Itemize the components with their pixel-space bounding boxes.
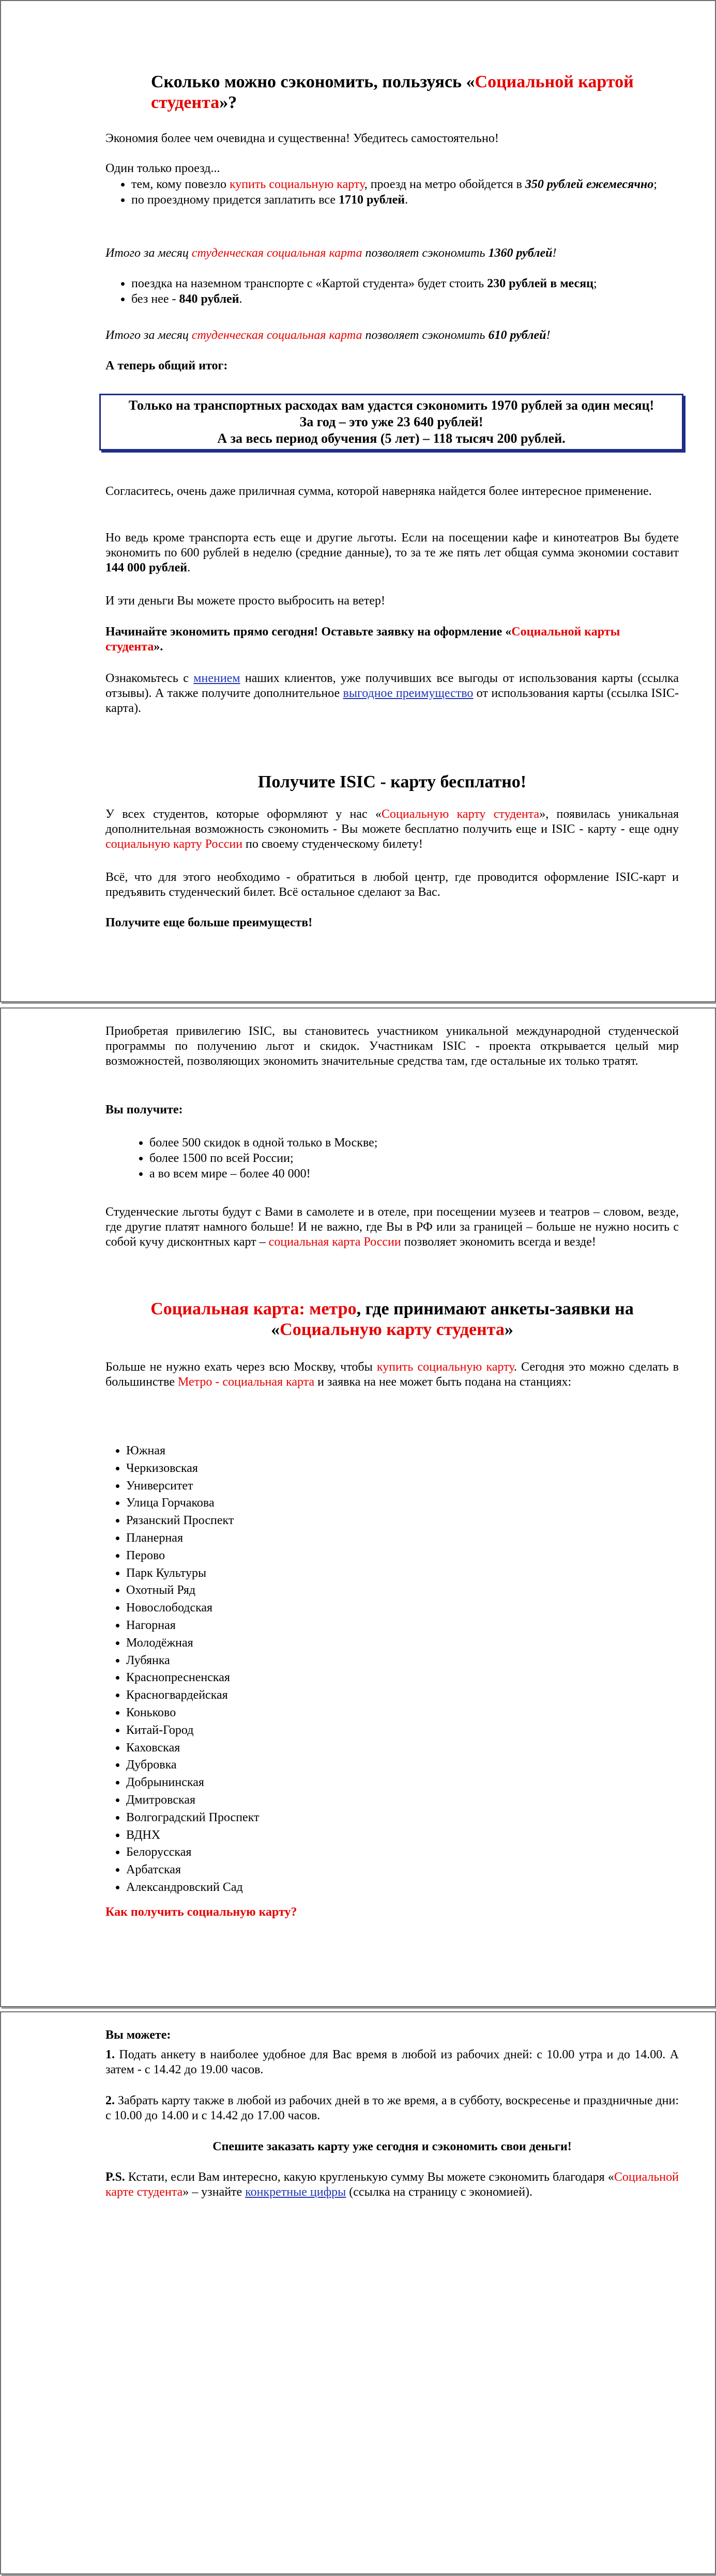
page-1: [0, 0, 716, 1002]
station-item: • Нагорная: [126, 1617, 679, 1635]
station-item: • Дубровка: [126, 1757, 679, 1774]
station-item: • Новослободская: [126, 1600, 679, 1617]
station-item: • Перово: [126, 1547, 679, 1565]
station-item: • Южная: [126, 1442, 679, 1460]
page-2: [0, 1007, 716, 2007]
opinions-link[interactable]: мнением: [193, 672, 240, 685]
total-heading: А теперь общий итог:: [105, 359, 228, 373]
station-item: • Каховская: [126, 1740, 679, 1757]
list-item: • а во всем мире – более 40 000!: [149, 1166, 679, 1182]
station-item: • Планерная: [126, 1530, 679, 1547]
station-item: • Улица Горчакова: [126, 1495, 679, 1512]
station-item: • Красногвардейская: [126, 1687, 679, 1704]
summary-line: Только на транспортных расходах вам удастся сэкономить 1970 рублей за один месяц!: [128, 398, 654, 413]
isic-howto-text: Всё, что для этого необходимо - обратиться в любой центр, где проводится оформление ISIC-карт и предъявить студенческий билет. Всё остальное сделают за Вас.: [105, 871, 679, 899]
metro-intro-text: Больше не нужно ехать через всю Москву, чтобы купить социальную карту. Сегодня это можно сделать в большинстве Метро - социальная карта и заявка на нее может быть подана на станциях:: [105, 1360, 679, 1389]
savings-summary-box: [99, 394, 683, 451]
isic-intro-text: Приобретая привилегию ISIC, вы становитесь участником уникальной международной студенческой программы по получению льгот и скидок. Участникам ISIC - проекта открывается целый мир возможностей, позволяющих экономить значительные средства там, где остальные их только тратят.: [105, 1025, 679, 1068]
isic-offer-text: У всех студентов, которые оформляют у нас «Социальную карту студента», появилась уникальная дополнительная возможность сэкономить - Вы можете бесплатно получить еще и ISIC - карту - еще одну социальную карту России по своему студенческому билету!: [105, 808, 679, 851]
summary-line: А за весь период обучения (5 лет) – 118 тысяч 200 рублей.: [217, 431, 566, 446]
station-item: • Рязанский Проспект: [126, 1512, 679, 1530]
hurry-text: Спешите заказать карту уже сегодня и сэкономить свои деньги!: [212, 2140, 572, 2153]
get-list: [105, 1135, 679, 1182]
one-trip-text: Один только проезд...: [105, 162, 220, 175]
station-item: • Белорусская: [126, 1844, 679, 1861]
ps-text: P.S. Кстати, если Вам интересно, какую кругленькую сумму Вы можете сэкономить благодаря «Социальной карте студента» – узнайте конкретные цифры (ссылка на страницу с экономией).: [105, 2170, 679, 2199]
list-item: • по проездному придется заплатить все 1710 рублей.: [131, 192, 679, 208]
station-item: • Александровский Сад: [126, 1879, 679, 1897]
summary-line: За год – это уже 23 640 рублей!: [299, 414, 483, 429]
how-to-get-heading: Как получить социальную карту?: [105, 1905, 297, 1919]
page-title: Сколько можно сэкономить, пользуясь «Социальной картой студента»?: [151, 72, 634, 112]
ground-bullets: [105, 276, 679, 307]
station-item: • Коньково: [126, 1704, 679, 1722]
station-item: • Китай-Город: [126, 1722, 679, 1740]
option-2: 2. Забрать карту также в любой из рабочих дней в то же время, а в субботу, воскресенье и праздничные дни: с 10.00 до 14.00 и с 14.42 до 17.00 часов.: [105, 2094, 679, 2122]
option-1: 1. Подать анкету в наиболее удобное для Вас время в любой из рабочих дней: с 10.00 утра и до 14.00. А затем - с 14.42 до 19.00 часов.: [105, 2048, 679, 2076]
station-item: • Университет: [126, 1478, 679, 1495]
more-advantages: Получите еще больше преимуществ!: [105, 916, 313, 929]
list-item: • более 500 скидок в одной только в Москве;: [149, 1135, 679, 1151]
station-list: [105, 1442, 679, 1897]
list-item: • без нее - 840 рублей.: [131, 291, 679, 307]
station-item: • Краснопресненская: [126, 1669, 679, 1687]
advantage-link[interactable]: выгодное преимущество: [343, 687, 474, 700]
metro-summary: Итого за месяц студенческая социальная карта позволяет сэкономить 1360 рублей!: [105, 246, 557, 260]
discounts-text: Студенческие льготы будут с Вами в самолете и в отеле, при посещении музеев и театров – словом, везде, где другие платят намного больше! И не важно, где Вы в РФ или за границей – больше не нужно носить с собой кучу дисконтных карт – социальная карта России позволяет экономить всегда и везде!: [105, 1205, 679, 1249]
station-item: • ВДНХ: [126, 1827, 679, 1844]
metro-bullets: [105, 177, 679, 208]
metro-title: Социальная карта: метро, где принимают анкеты-заявки на «Социальную карту студента»: [150, 1299, 634, 1339]
station-item: • Молодёжная: [126, 1635, 679, 1652]
ground-summary: Итого за месяц студенческая социальная карта позволяет сэкономить 610 рублей!: [105, 329, 551, 342]
list-item: • поездка на наземном транспорте с «Картой студента» будет стоить 230 рублей в месяц;: [131, 276, 679, 291]
besides-text: Но ведь кроме транспорта есть еще и другие льготы. Если на посещении кафе и кинотеатров Вы будете экономить по 600 рублей в неделю (средние данные), то за те же пять лет общая сумма экономии составит 144 000 рублей.: [105, 531, 679, 575]
wind-text: И эти деньги Вы можете просто выбросить на ветер!: [105, 594, 386, 608]
numbers-link[interactable]: конкретные цифры: [245, 2185, 346, 2199]
get-heading: Вы получите:: [105, 1103, 183, 1116]
station-item: • Черкизовская: [126, 1460, 679, 1478]
opinions-text: Ознакомьтесь с мнением наших клиентов, уже получивших все выгоды от использования карты (ссылка отзывы). А также получите дополнительное выгодное преимущество от использования карты (ссылка ISIC-карта).: [105, 672, 679, 715]
start-text: Начинайте экономить прямо сегодня! Оставьте заявку на оформление «Социальной карты студента».: [105, 625, 620, 654]
station-item: • Лубянка: [126, 1652, 679, 1670]
station-item: • Охотный Ряд: [126, 1582, 679, 1600]
station-item: • Дмитровская: [126, 1792, 679, 1809]
intro-text: Экономия более чем очевидна и существенна! Убедитесь самостоятельно!: [105, 132, 499, 145]
list-item: • более 1500 по всей России;: [149, 1151, 679, 1166]
agree-text: Согласитесь, очень даже приличная сумма, которой наверняка найдется более интересное применение.: [105, 485, 652, 498]
list-item: • тем, кому повезло купить социальную карту, проезд на метро обойдется в 350 рублей ежемесячно;: [131, 177, 679, 192]
station-item: • Добрынинская: [126, 1774, 679, 1792]
station-item: • Парк Культуры: [126, 1565, 679, 1582]
page-3: [0, 2011, 716, 2574]
isic-title: Получите ISIC - карту бесплатно!: [257, 772, 527, 792]
station-item: • Волгоградский Проспект: [126, 1809, 679, 1827]
station-item: • Арбатская: [126, 1861, 679, 1879]
you-can-heading: Вы можете:: [105, 2028, 171, 2042]
